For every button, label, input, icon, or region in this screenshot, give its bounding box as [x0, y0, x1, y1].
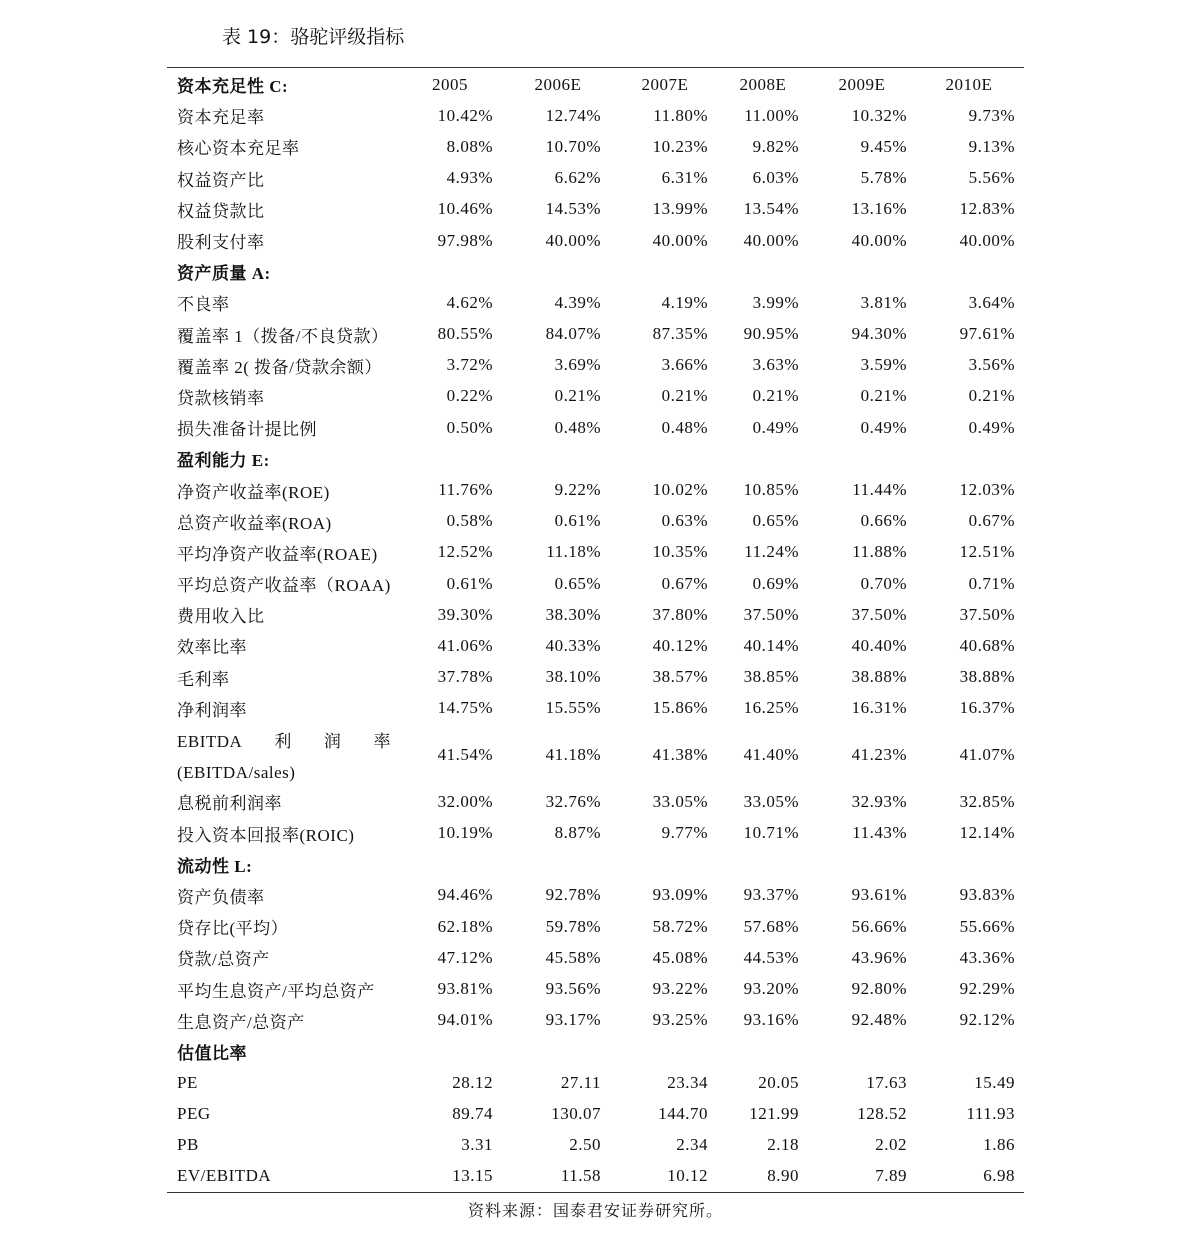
table-row — [167, 131, 1024, 162]
value-cell: 90.95% — [743, 324, 799, 344]
value-cell: 111.93 — [966, 1103, 1015, 1123]
value-cell: 10.12 — [667, 1166, 708, 1186]
value-cell: 41.38% — [652, 745, 708, 765]
value-cell: 38.30% — [545, 604, 601, 624]
section-header-row — [167, 1036, 1024, 1067]
value-cell: 11.43% — [852, 823, 907, 843]
value-cell: 93.09% — [652, 885, 708, 905]
value-cell: 16.25% — [743, 698, 799, 718]
table-row — [167, 1067, 1024, 1098]
value-cell: 3.31 — [461, 1134, 493, 1154]
value-cell: 17.63 — [866, 1072, 907, 1092]
value-cell: 45.58% — [545, 947, 601, 967]
value-cell: 80.55% — [437, 324, 493, 344]
value-cell: 0.49% — [968, 417, 1015, 437]
value-cell: 41.06% — [437, 635, 493, 655]
value-cell: 97.98% — [437, 230, 493, 250]
row-label: 平均净资产收益率(ROAE) — [177, 544, 378, 564]
value-cell: 58.72% — [652, 916, 708, 936]
value-cell: 94.30% — [851, 324, 907, 344]
row-label: 贷存比(平均） — [177, 919, 289, 939]
value-cell: 12.03% — [959, 480, 1015, 500]
value-cell: 9.45% — [860, 136, 907, 156]
value-cell: 40.12% — [652, 635, 708, 655]
value-cell: 20.05 — [758, 1072, 799, 1092]
table-row — [167, 1129, 1024, 1160]
row-label: 总资产收益率(ROA) — [177, 513, 332, 533]
value-cell: 40.00% — [851, 230, 907, 250]
value-cell: 7.89 — [875, 1166, 907, 1186]
value-cell: 10.85% — [743, 480, 799, 500]
value-cell: 41.07% — [959, 745, 1015, 765]
value-cell: 32.76% — [545, 791, 601, 811]
value-cell: 15.86% — [652, 698, 708, 718]
value-cell: 0.50% — [446, 417, 493, 437]
row-label: PB — [177, 1134, 199, 1154]
value-cell: 0.71% — [968, 573, 1015, 593]
value-cell: 0.49% — [860, 417, 907, 437]
value-cell: 92.12% — [959, 1010, 1015, 1030]
table-row — [167, 319, 1024, 350]
value-cell: 14.53% — [545, 199, 601, 219]
row-label: 净利润率 — [177, 700, 247, 720]
value-cell: 0.22% — [446, 386, 493, 406]
value-cell: 0.58% — [446, 511, 493, 531]
value-cell: 8.08% — [446, 136, 493, 156]
value-cell: 27.11 — [560, 1072, 601, 1092]
table-row — [167, 786, 1024, 817]
value-cell: 0.65% — [554, 573, 601, 593]
value-cell: 9.13% — [968, 136, 1015, 156]
value-cell: 3.72% — [446, 355, 493, 375]
value-cell: 3.66% — [661, 355, 708, 375]
value-cell: 38.88% — [851, 667, 907, 687]
value-cell: 0.21% — [661, 386, 708, 406]
row-label: 生息资产/总资产 — [177, 1012, 305, 1032]
value-cell: 10.32% — [851, 105, 907, 125]
table-row — [167, 973, 1024, 1004]
value-cell: 38.10% — [545, 667, 601, 687]
value-cell: 23.34 — [667, 1072, 708, 1092]
value-cell: 11.80% — [653, 105, 708, 125]
row-label: 贷款核销率 — [177, 388, 265, 408]
table-row — [167, 537, 1024, 568]
value-cell: 93.56% — [545, 979, 601, 999]
value-cell: 4.19% — [661, 292, 708, 312]
value-cell: 3.63% — [752, 355, 799, 375]
value-cell: 10.02% — [652, 480, 708, 500]
value-cell: 37.50% — [959, 604, 1015, 624]
value-cell: 32.93% — [851, 791, 907, 811]
table-row — [167, 911, 1024, 942]
table-top-rule — [167, 67, 1024, 68]
value-cell: 2.34 — [676, 1134, 708, 1154]
value-cell: 0.70% — [860, 573, 907, 593]
value-cell: 3.81% — [860, 292, 907, 312]
value-cell: 3.59% — [860, 355, 907, 375]
table-row — [167, 724, 1024, 786]
value-cell: 12.83% — [959, 199, 1015, 219]
row-label: 净资产收益率(ROE) — [177, 482, 330, 502]
value-cell: 10.71% — [743, 823, 799, 843]
header-year: 2005 — [432, 74, 468, 94]
value-cell: 3.64% — [968, 292, 1015, 312]
header-year: 2007E — [641, 74, 689, 94]
value-cell: 11.00% — [744, 105, 799, 125]
value-cell: 93.37% — [743, 885, 799, 905]
value-cell: 47.12% — [437, 947, 493, 967]
value-cell: 9.77% — [661, 823, 708, 843]
value-cell: 37.50% — [743, 604, 799, 624]
value-cell: 40.00% — [545, 230, 601, 250]
header-year: 2010E — [945, 74, 993, 94]
value-cell: 41.23% — [851, 745, 907, 765]
value-cell: 41.40% — [743, 745, 799, 765]
table-row — [167, 1005, 1024, 1036]
table-row — [167, 100, 1024, 131]
value-cell: 0.21% — [860, 386, 907, 406]
value-cell: 4.39% — [554, 292, 601, 312]
value-cell: 93.20% — [743, 979, 799, 999]
value-cell: 38.88% — [959, 667, 1015, 687]
table-row — [167, 474, 1024, 505]
value-cell: 92.80% — [851, 979, 907, 999]
value-cell: 10.42% — [437, 105, 493, 125]
value-cell: 9.73% — [968, 105, 1015, 125]
value-cell: 11.76% — [438, 480, 493, 500]
value-cell: 6.31% — [661, 168, 708, 188]
table-row — [167, 163, 1024, 194]
table-row — [167, 506, 1024, 537]
table-row — [167, 1098, 1024, 1129]
value-cell: 93.61% — [851, 885, 907, 905]
value-cell: 93.17% — [545, 1010, 601, 1030]
table-row — [167, 599, 1024, 630]
value-cell: 43.96% — [851, 947, 907, 967]
row-label-line: EBITDA 利 润 率 — [177, 731, 391, 751]
value-cell: 11.58 — [560, 1166, 601, 1186]
value-cell: 0.21% — [968, 386, 1015, 406]
table-row — [167, 194, 1024, 225]
value-cell: 2.02 — [875, 1134, 907, 1154]
value-cell: 10.70% — [545, 136, 601, 156]
value-cell: 37.50% — [851, 604, 907, 624]
table-row — [167, 381, 1024, 412]
table-row — [167, 693, 1024, 724]
value-cell: 92.48% — [851, 1010, 907, 1030]
value-cell: 92.78% — [545, 885, 601, 905]
value-cell: 41.54% — [437, 745, 493, 765]
value-cell: 0.48% — [554, 417, 601, 437]
value-cell: 37.78% — [437, 667, 493, 687]
header-year: 2009E — [838, 74, 886, 94]
row-label: 贷款/总资产 — [177, 950, 270, 970]
value-cell: 93.83% — [959, 885, 1015, 905]
value-cell: 40.00% — [743, 230, 799, 250]
row-label: 资产负债率 — [177, 887, 265, 907]
row-label: EV/EBITDA — [177, 1166, 272, 1186]
value-cell: 130.07 — [551, 1103, 601, 1123]
value-cell: 59.78% — [545, 916, 601, 936]
row-label: 毛利率 — [177, 669, 230, 689]
value-cell: 32.00% — [437, 791, 493, 811]
row-label: 覆盖率 1（拨备/不良贷款） — [177, 326, 389, 346]
value-cell: 0.48% — [661, 417, 708, 437]
value-cell: 55.66% — [959, 916, 1015, 936]
value-cell: 39.30% — [437, 604, 493, 624]
value-cell: 0.61% — [554, 511, 601, 531]
row-label: 不良率 — [177, 295, 230, 315]
value-cell: 40.68% — [959, 635, 1015, 655]
section-header-row — [167, 256, 1024, 287]
value-cell: 14.75% — [437, 698, 493, 718]
row-label: 资本充足率 — [177, 108, 265, 128]
row-label: 效率比率 — [177, 638, 247, 658]
value-cell: 0.65% — [752, 511, 799, 531]
row-label: 平均总资产收益率（ROAA) — [177, 576, 391, 596]
value-cell: 33.05% — [743, 791, 799, 811]
value-cell: 40.14% — [743, 635, 799, 655]
value-cell: 121.99 — [749, 1103, 799, 1123]
row-label: 损失准备计提比例 — [177, 420, 317, 440]
value-cell: 8.87% — [554, 823, 601, 843]
value-cell: 93.25% — [652, 1010, 708, 1030]
value-cell: 38.85% — [743, 667, 799, 687]
row-label — [177, 724, 391, 786]
table-row — [167, 818, 1024, 849]
value-cell: 11.88% — [852, 542, 907, 562]
value-cell: 13.54% — [743, 199, 799, 219]
value-cell: 93.81% — [437, 979, 493, 999]
section-label: 流动性 L: — [177, 856, 253, 876]
row-label: 覆盖率 2( 拨备/贷款余额） — [177, 357, 382, 377]
value-cell: 43.36% — [959, 947, 1015, 967]
value-cell: 89.74 — [452, 1103, 493, 1123]
source-note: 资料来源：国泰君安证券研究所。 — [467, 1203, 723, 1220]
value-cell: 10.46% — [437, 199, 493, 219]
value-cell: 12.52% — [437, 542, 493, 562]
value-cell: 3.56% — [968, 355, 1015, 375]
value-cell: 0.67% — [968, 511, 1015, 531]
value-cell: 0.21% — [752, 386, 799, 406]
table-bottom-rule — [167, 1192, 1024, 1193]
value-cell: 11.44% — [852, 480, 907, 500]
table-row — [167, 412, 1024, 443]
value-cell: 13.99% — [652, 199, 708, 219]
table-row — [167, 287, 1024, 318]
value-cell: 6.98 — [983, 1166, 1015, 1186]
value-cell: 45.08% — [652, 947, 708, 967]
value-cell: 40.00% — [959, 230, 1015, 250]
row-label-line: (EBITDA/sales) — [177, 762, 296, 782]
row-label: PEG — [177, 1103, 211, 1123]
value-cell: 10.35% — [652, 542, 708, 562]
value-cell: 40.33% — [545, 635, 601, 655]
value-cell: 12.74% — [545, 105, 601, 125]
value-cell: 0.49% — [752, 417, 799, 437]
value-cell: 41.18% — [545, 745, 601, 765]
table-title: 表 19：骆驼评级指标 — [222, 26, 405, 48]
row-label: 平均生息资产/平均总资产 — [177, 981, 375, 1001]
table-row — [167, 350, 1024, 381]
value-cell: 16.31% — [851, 698, 907, 718]
section-header-row — [167, 849, 1024, 880]
value-cell: 3.99% — [752, 292, 799, 312]
table-header-row — [167, 69, 1024, 100]
section-header-row — [167, 443, 1024, 474]
value-cell: 40.00% — [652, 230, 708, 250]
value-cell: 11.18% — [546, 542, 601, 562]
value-cell: 33.05% — [652, 791, 708, 811]
table-row — [167, 1161, 1024, 1192]
value-cell: 97.61% — [959, 324, 1015, 344]
value-cell: 0.21% — [554, 386, 601, 406]
table-row — [167, 568, 1024, 599]
value-cell: 6.62% — [554, 168, 601, 188]
value-cell: 32.85% — [959, 791, 1015, 811]
row-label: 核心资本充足率 — [177, 139, 300, 159]
value-cell: 5.78% — [860, 168, 907, 188]
value-cell: 38.57% — [652, 667, 708, 687]
value-cell: 6.03% — [752, 168, 799, 188]
value-cell: 93.16% — [743, 1010, 799, 1030]
row-label: 权益贷款比 — [177, 201, 265, 221]
value-cell: 13.15 — [452, 1166, 493, 1186]
value-cell: 128.52 — [857, 1103, 907, 1123]
table-row — [167, 630, 1024, 661]
header-year: 2006E — [534, 74, 582, 94]
value-cell: 94.01% — [437, 1010, 493, 1030]
value-cell: 0.63% — [661, 511, 708, 531]
row-label: 费用收入比 — [177, 607, 265, 627]
header-year: 2008E — [739, 74, 787, 94]
value-cell: 57.68% — [743, 916, 799, 936]
value-cell: 12.51% — [959, 542, 1015, 562]
table-row — [167, 880, 1024, 911]
value-cell: 0.61% — [446, 573, 493, 593]
row-label: 息税前利润率 — [177, 794, 282, 814]
value-cell: 12.14% — [959, 823, 1015, 843]
header-label: 资本充足性 C: — [177, 77, 289, 97]
value-cell: 8.90 — [767, 1166, 799, 1186]
row-label: 投入资本回报率(ROIC) — [177, 825, 355, 845]
value-cell: 13.16% — [851, 199, 907, 219]
row-label: PE — [177, 1072, 198, 1092]
value-cell: 84.07% — [545, 324, 601, 344]
value-cell: 0.67% — [661, 573, 708, 593]
value-cell: 94.46% — [437, 885, 493, 905]
camel-rating-table — [167, 69, 1024, 1192]
value-cell: 2.18 — [767, 1134, 799, 1154]
section-label: 估值比率 — [177, 1043, 247, 1063]
value-cell: 87.35% — [652, 324, 708, 344]
value-cell: 10.23% — [652, 136, 708, 156]
section-label: 盈利能力 E: — [177, 451, 270, 471]
value-cell: 3.69% — [554, 355, 601, 375]
value-cell: 4.93% — [446, 168, 493, 188]
row-label: 股利支付率 — [177, 233, 265, 253]
value-cell: 9.22% — [554, 480, 601, 500]
section-label: 资产质量 A: — [177, 264, 271, 284]
value-cell: 28.12 — [452, 1072, 493, 1092]
value-cell: 4.62% — [446, 292, 493, 312]
value-cell: 16.37% — [959, 698, 1015, 718]
value-cell: 11.24% — [744, 542, 799, 562]
value-cell: 92.29% — [959, 979, 1015, 999]
table-row — [167, 225, 1024, 256]
row-label: 权益资产比 — [177, 170, 265, 190]
value-cell: 56.66% — [851, 916, 907, 936]
value-cell: 37.80% — [652, 604, 708, 624]
value-cell: 40.40% — [851, 635, 907, 655]
value-cell: 10.19% — [437, 823, 493, 843]
value-cell: 44.53% — [743, 947, 799, 967]
table-row — [167, 662, 1024, 693]
value-cell: 9.82% — [752, 136, 799, 156]
value-cell: 15.49 — [974, 1072, 1015, 1092]
value-cell: 0.66% — [860, 511, 907, 531]
value-cell: 144.70 — [658, 1103, 708, 1123]
value-cell: 15.55% — [545, 698, 601, 718]
value-cell: 62.18% — [437, 916, 493, 936]
value-cell: 2.50 — [569, 1134, 601, 1154]
value-cell: 1.86 — [983, 1134, 1015, 1154]
value-cell: 93.22% — [652, 979, 708, 999]
value-cell: 0.69% — [752, 573, 799, 593]
value-cell: 5.56% — [968, 168, 1015, 188]
table-row — [167, 942, 1024, 973]
